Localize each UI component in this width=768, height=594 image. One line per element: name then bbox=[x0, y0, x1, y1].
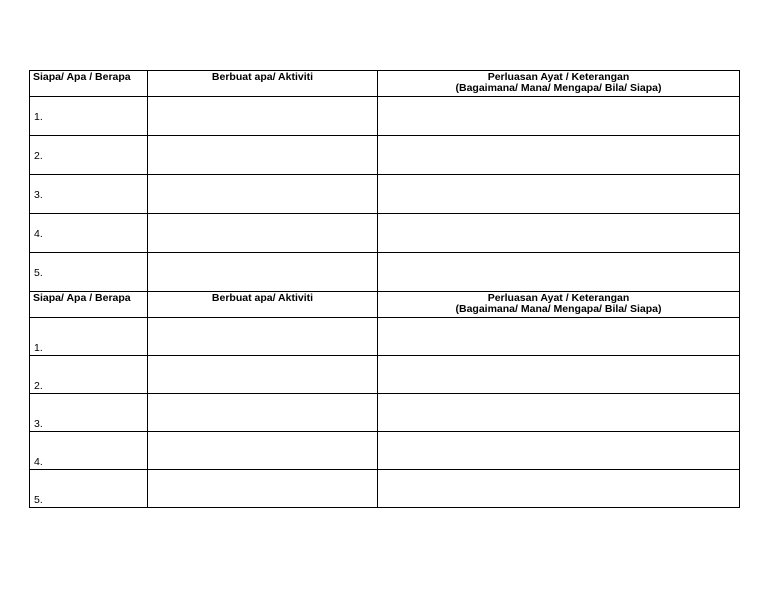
activity-cell[interactable] bbox=[148, 356, 378, 394]
activity-cell[interactable] bbox=[148, 253, 378, 292]
extension-cell[interactable] bbox=[378, 470, 740, 508]
activity-cell[interactable] bbox=[148, 214, 378, 253]
header-activity: Berbuat apa/ Aktiviti bbox=[148, 71, 378, 97]
table-row bbox=[30, 253, 740, 292]
table-row bbox=[30, 97, 740, 136]
activity-cell[interactable] bbox=[148, 97, 378, 136]
header-activity: Berbuat apa/ Aktiviti bbox=[148, 292, 378, 318]
header-extension bbox=[378, 71, 740, 97]
row-number: 3. bbox=[30, 394, 148, 432]
header-extension-hint: (Bagaimana/ Mana/ Mengapa/ Bila/ Siapa) bbox=[455, 82, 662, 94]
row-number: 5. bbox=[30, 253, 148, 292]
extension-cell[interactable] bbox=[378, 318, 740, 356]
header-row-1 bbox=[30, 71, 740, 97]
activity-cell[interactable] bbox=[148, 136, 378, 175]
extension-cell[interactable] bbox=[378, 356, 740, 394]
header-who: Siapa/ Apa / Berapa bbox=[30, 292, 148, 318]
row-number: 2. bbox=[30, 356, 148, 394]
row-number: 3. bbox=[30, 175, 148, 214]
header-row-2 bbox=[30, 292, 740, 318]
extension-cell[interactable] bbox=[378, 136, 740, 175]
table-row bbox=[30, 136, 740, 175]
table-row bbox=[30, 432, 740, 470]
row-number: 5. bbox=[30, 470, 148, 508]
activity-cell[interactable] bbox=[148, 175, 378, 214]
table-row bbox=[30, 356, 740, 394]
activity-cell[interactable] bbox=[148, 470, 378, 508]
header-who: Siapa/ Apa / Berapa bbox=[30, 71, 148, 97]
table-row bbox=[30, 394, 740, 432]
row-number: 4. bbox=[30, 432, 148, 470]
extension-cell[interactable] bbox=[378, 175, 740, 214]
header-extension-title: Perluasan Ayat / Keterangan bbox=[487, 292, 630, 304]
extension-cell[interactable] bbox=[378, 394, 740, 432]
table-row bbox=[30, 214, 740, 253]
row-number: 2. bbox=[30, 136, 148, 175]
activity-cell[interactable] bbox=[148, 318, 378, 356]
activity-cell[interactable] bbox=[148, 394, 378, 432]
header-extension bbox=[378, 292, 740, 318]
table-row bbox=[30, 175, 740, 214]
table-row bbox=[30, 470, 740, 508]
extension-cell[interactable] bbox=[378, 253, 740, 292]
extension-cell[interactable] bbox=[378, 432, 740, 470]
activity-cell[interactable] bbox=[148, 432, 378, 470]
worksheet-table bbox=[29, 70, 740, 508]
row-number: 1. bbox=[30, 318, 148, 356]
header-extension-title: Perluasan Ayat / Keterangan bbox=[487, 71, 630, 83]
extension-cell[interactable] bbox=[378, 97, 740, 136]
table-row bbox=[30, 318, 740, 356]
row-number: 4. bbox=[30, 214, 148, 253]
extension-cell[interactable] bbox=[378, 214, 740, 253]
header-extension-hint: (Bagaimana/ Mana/ Mengapa/ Bila/ Siapa) bbox=[455, 303, 662, 315]
row-number: 1. bbox=[30, 97, 148, 136]
